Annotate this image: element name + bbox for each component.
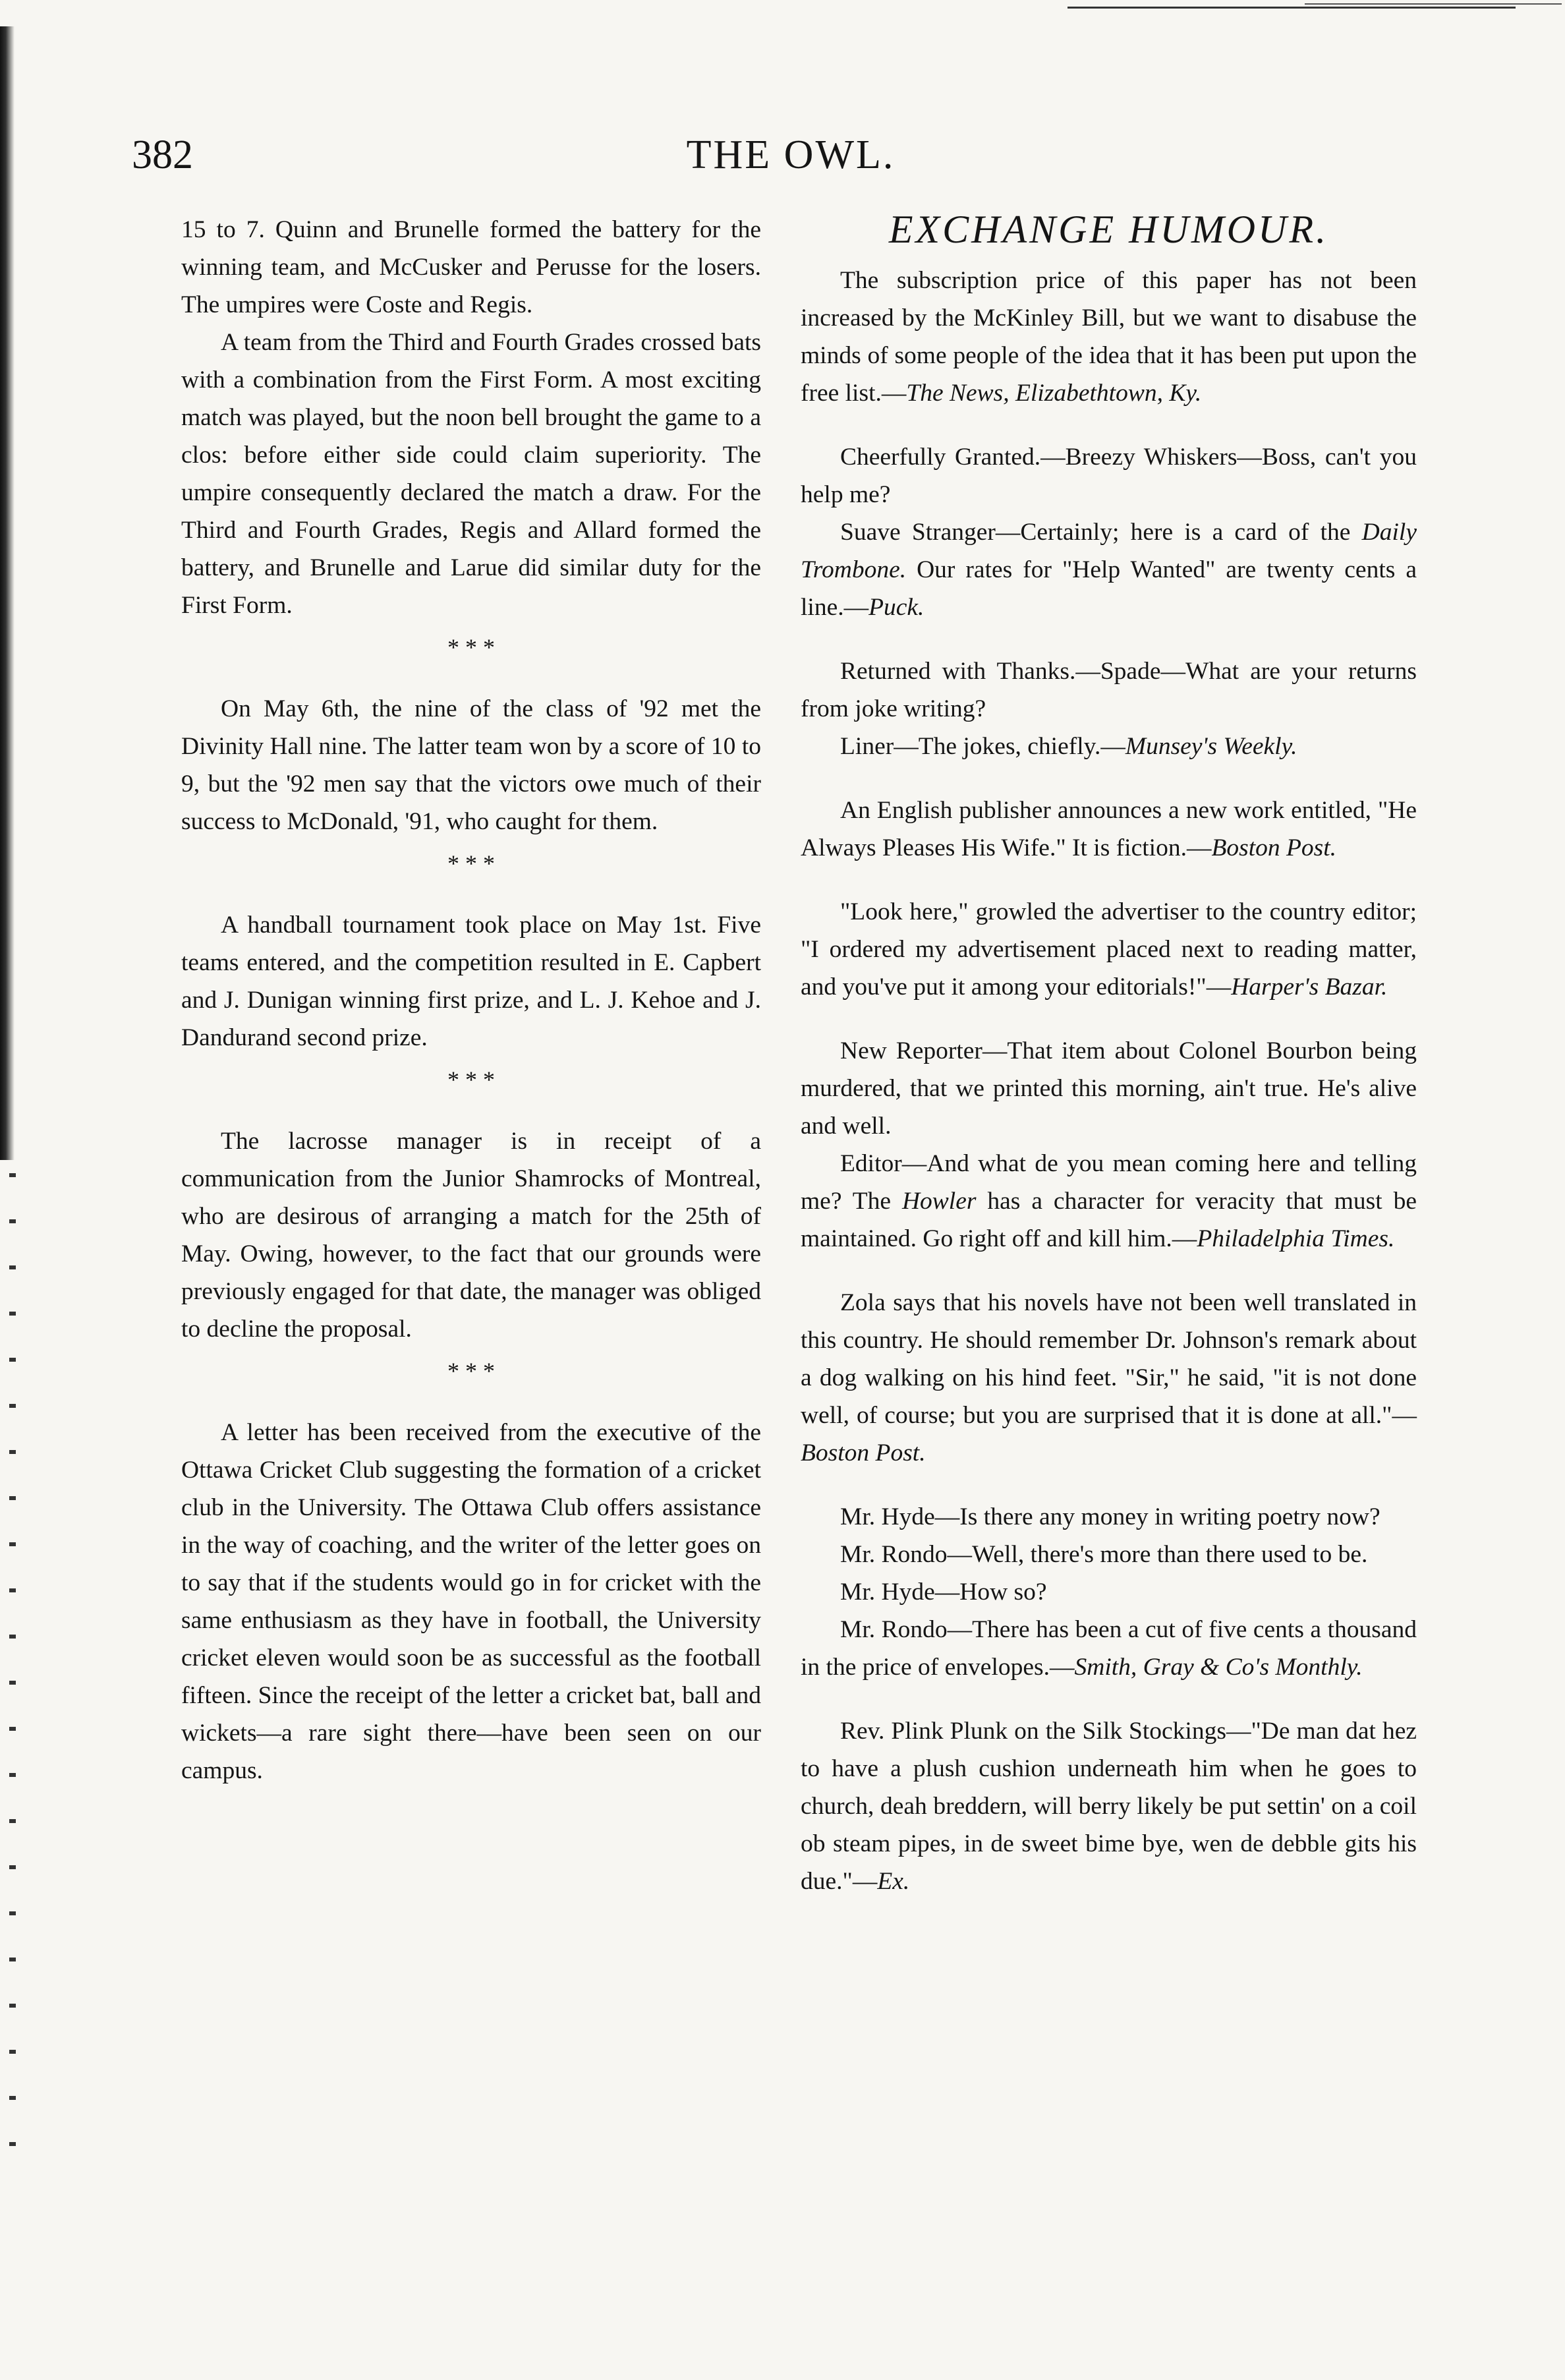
paragraph: 15 to 7. Quinn and Brunelle formed the battery for the winning team, and McCusker and Perusse for the losers. The umpires were Coste and Regis. (181, 216, 761, 318)
joke-paragraph: Mr. Rondo—There has been a cut of five cents a thousand in the price of envelopes.—Smith, Gray & Co's Monthly. (801, 1616, 1417, 1681)
source-citation: Smith, Gray & Co's Monthly. (1074, 1654, 1363, 1681)
binding-shadow (9, 1173, 16, 2162)
joke-paragraph: "Look here," growled the advertiser to the country editor; "I ordered my advertisement placed next to reading matter, and you've put it among your editorials!"—Harper's Bazar. (801, 898, 1417, 1001)
joke-paragraph: Suave Stranger—Certainly; here is a card of the Daily Trombone. Our rates for "Help Wanted" are twenty cents a line.—Puck. (801, 519, 1417, 621)
section-divider: * * * (447, 1358, 495, 1384)
joke-paragraph: Cheerfully Granted.—Breezy Whiskers—Boss, can't you help me? (801, 444, 1417, 508)
section-title: EXCHANGE HUMOUR. (888, 208, 1329, 251)
section-divider: * * * (447, 634, 495, 660)
page-header (132, 132, 1450, 191)
joke-paragraph: Rev. Plink Plunk on the Silk Stockings—"De man dat hez to have a plush cushion underneath him when he goes to church, deah breddern, will berry likely be put settin' on a coil ob steam pipes, in de sweet bime bye, wen de debble gits his due."—Ex. (801, 1718, 1417, 1895)
left-column (181, 211, 761, 1789)
running-title: THE OWL. (686, 132, 896, 177)
source-citation: Harper's Bazar. (1231, 973, 1388, 1001)
joke-paragraph: Zola says that his novels have not been well translated in this country. He should remember Dr. Johnson's remark about a dog walking on his hind feet. "Sir," he said, "it is not done well, of course; but you are surprised that it is done at all."—Boston Post. (801, 1289, 1417, 1466)
paragraph: On May 6th, the nine of the class of '92 met the Divinity Hall nine. The latter team won by a score of 10 to 9, but the '92 men say that the victors owe much of their success to McDonald, '91, who caught for them. (181, 695, 761, 835)
source-citation: Puck. (868, 594, 925, 621)
joke-paragraph: New Reporter—That item about Colonel Bourbon being murdered, that we printed this morning, ain't true. He's alive and well. (801, 1037, 1417, 1140)
source-citation: Munsey's Weekly. (1125, 733, 1297, 760)
paragraph: A handball tournament took place on May 1st. Five teams entered, and the competition resulted in E. Capbert and J. Dunigan winning first prize, and L. J. Kehoe and J. Dandurand second prize. (181, 912, 761, 1051)
joke-paragraph: The subscription price of this paper has not been increased by the McKinley Bill, but we want to disabuse the minds of some people of the idea that it has been put upon the free list.—The News, Elizabethtown, Ky. (801, 267, 1417, 407)
section-divider: * * * (447, 850, 495, 877)
binding-shadow (0, 26, 14, 1160)
joke-paragraph: Returned with Thanks.—Spade—What are your returns from joke writing? (801, 658, 1417, 722)
right-column (801, 208, 1417, 1900)
source-citation: Boston Post. (801, 1439, 926, 1466)
joke-paragraph: Editor—And what de you mean coming here and telling me? The Howler has a character for veracity that must be maintained. Go right off and kill him.—Philadelphia Times. (801, 1150, 1417, 1252)
publication-name: Howler (901, 1188, 977, 1215)
joke-paragraph: Liner—The jokes, chiefly.—Munsey's Weekly. (840, 733, 1297, 760)
source-citation: Ex. (877, 1868, 910, 1895)
joke-paragraph: Mr. Hyde—Is there any money in writing poetry now? (840, 1503, 1380, 1530)
source-citation: The News, Elizabethtown, Ky. (906, 380, 1202, 407)
joke-paragraph: An English publisher announces a new work entitled, "He Always Pleases His Wife." It is fiction.—Boston Post. (801, 797, 1417, 861)
joke-paragraph: Mr. Hyde—How so? (840, 1579, 1047, 1606)
joke-paragraph: Mr. Rondo—Well, there's more than there used to be. (840, 1541, 1368, 1568)
publication-name: Daily Trombone. (801, 519, 1417, 583)
paragraph: A letter has been received from the executive of the Ottawa Cricket Club suggesting the formation of a cricket club in the University. The Ottawa Club offers assistance in the way of coaching, and the writer of the letter goes on to say that if the students would go in for cricket with the same enthusiasm as they have in football, the University cricket eleven would soon be as successful as the football fifteen. Since the receipt of the letter a cricket bat, ball and wickets—a rare sight there—have been seen on our campus. (181, 1419, 761, 1784)
paragraph: A team from the Third and Fourth Grades crossed bats with a combination from the First Form. A most exciting match was played, but the noon bell brought the game to a clos: before either side could claim superiority. The umpire consequently declared the match a draw. For the Third and Fourth Grades, Regis and Allard formed the battery, and Brunelle and Larue did similar duty for the First Form. (181, 329, 761, 619)
page-edge-rule (1305, 3, 1562, 5)
page-edge-rule (1067, 7, 1516, 9)
section-divider: * * * (447, 1066, 495, 1093)
source-citation: Boston Post. (1211, 834, 1337, 861)
paragraph: The lacrosse manager is in receipt of a communication from the Junior Shamrocks of Montreal, who are desirous of arranging a match for the 25th of May. Owing, however, to the fact that our grounds were previously engaged for that date, the manager was obliged to decline the proposal. (181, 1128, 761, 1343)
source-citation: Philadelphia Times. (1197, 1225, 1395, 1252)
page-number: 382 (132, 132, 193, 177)
